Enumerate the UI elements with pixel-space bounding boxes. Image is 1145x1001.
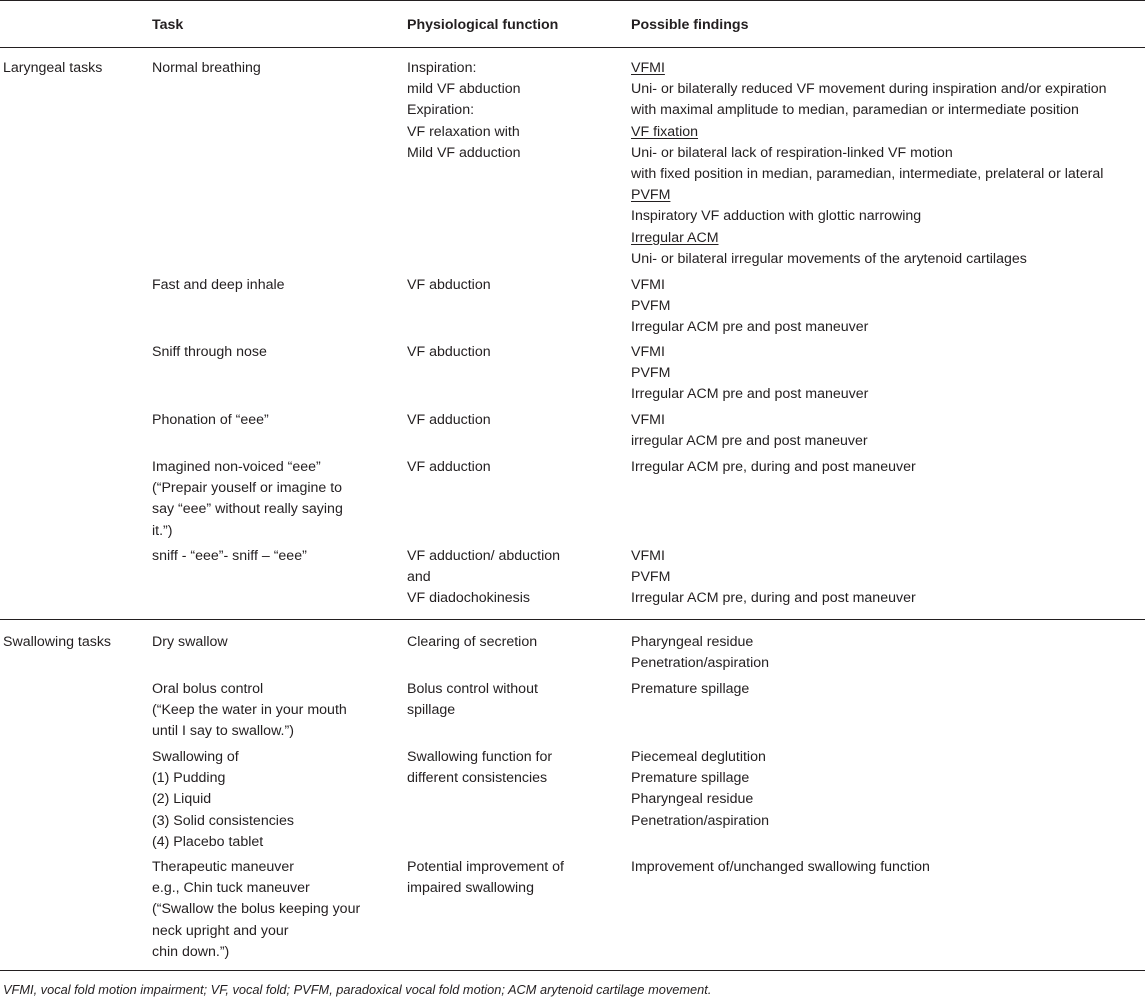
finding-text: Uni- or bilaterally reduced VF movement during inspiration and/or expiration — [631, 81, 1107, 98]
function-text: different consistencies — [407, 770, 548, 787]
function-text: VF diadochokinesis — [407, 590, 531, 607]
task-text: (4) Placebo tablet — [152, 833, 264, 850]
header-possible-findings: Possible findings — [631, 17, 749, 33]
finding-text: VFMI — [631, 344, 665, 360]
task-text: Normal breathing — [152, 60, 261, 76]
header-rule — [0, 47, 1145, 48]
task-text: Dry swallow — [152, 634, 228, 650]
task-text: it.”) — [152, 522, 173, 539]
finding-text: Penetration/aspiration — [631, 812, 770, 829]
group-label: Swallowing tasks — [3, 634, 112, 650]
finding-text: with fixed position in median, paramedian, intermediate, prelateral or lateral — [631, 166, 1104, 182]
task-text: Sniff through nose — [152, 344, 267, 360]
task-text: (2) Liquid — [152, 791, 212, 808]
finding-text: PVFM — [631, 569, 671, 586]
finding-text: Inspiratory VF adduction with glottic narrowing — [631, 208, 922, 225]
group-label: Laryngeal tasks — [3, 60, 103, 76]
finding-heading: PVFM — [631, 187, 671, 204]
finding-text: Improvement of/unchanged swallowing function — [631, 859, 930, 875]
function-text: Expiration: — [407, 102, 475, 119]
task-text: (“Prepair youself or imagine to — [152, 480, 343, 497]
finding-text: Premature spillage — [631, 681, 750, 697]
task-text: (3) Solid consistencies — [152, 812, 294, 829]
table-footnote: VFMI, vocal fold motion impairment; VF, vocal fold; PVFM, paradoxical vocal fold motion; ACM arytenoid cartilage movement. — [3, 982, 712, 997]
function-text: Clearing of secretion — [407, 634, 538, 650]
finding-text: Uni- or bilateral irregular movements of the arytenoid cartilages — [631, 250, 1027, 267]
header-task: Task — [152, 17, 184, 33]
function-text: Swallowing function for — [407, 749, 553, 765]
finding-text: with maximal amplitude to median, paramedian or intermediate position — [631, 102, 1079, 119]
function-text: VF adduction — [407, 412, 491, 428]
task-text: Swallowing of — [152, 749, 239, 765]
function-text: Inspiration: — [407, 60, 477, 76]
finding-text: PVFM — [631, 365, 671, 382]
function-text: mild VF abduction — [407, 81, 521, 98]
function-text: VF adduction/ abduction — [407, 548, 561, 564]
task-text: neck upright and your — [152, 922, 289, 939]
finding-heading: VF fixation — [631, 123, 699, 140]
finding-text: Irregular ACM pre and post maneuver — [631, 319, 869, 336]
task-text: say “eee” without really saying — [152, 501, 343, 518]
task-text: Therapeutic maneuver — [152, 859, 294, 875]
finding-text: Premature spillage — [631, 770, 750, 787]
function-text: Mild VF adduction — [407, 144, 521, 161]
task-text: until I say to swallow.”) — [152, 723, 294, 740]
task-text: chin down.”) — [152, 943, 230, 960]
finding-text: Irregular ACM pre, during and post maneuver — [631, 590, 916, 607]
top-rule — [0, 0, 1145, 1]
function-text: Bolus control without — [407, 681, 538, 697]
task-text: Phonation of “eee” — [152, 412, 269, 428]
finding-heading: VFMI — [631, 60, 665, 76]
finding-text: Penetration/aspiration — [631, 655, 770, 672]
function-text: Potential improvement of — [407, 859, 564, 875]
task-text: sniff - “eee”- sniff – “eee” — [152, 548, 307, 564]
task-text: Imagined non-voiced “eee” — [152, 459, 321, 475]
finding-text: irregular ACM pre and post maneuver — [631, 433, 868, 450]
finding-text: Irregular ACM pre and post maneuver — [631, 386, 869, 403]
function-text: impaired swallowing — [407, 880, 534, 897]
group-separator-rule — [0, 619, 1145, 620]
function-text: VF adduction — [407, 459, 491, 475]
task-text: Oral bolus control — [152, 681, 264, 697]
function-text: and — [407, 569, 431, 586]
finding-text: Pharyngeal residue — [631, 634, 754, 650]
finding-text: VFMI — [631, 548, 665, 564]
task-text: (“Keep the water in your mouth — [152, 702, 347, 719]
bottom-rule — [0, 970, 1145, 971]
finding-text: Piecemeal deglutition — [631, 749, 766, 765]
header-physiological-function: Physiological function — [407, 17, 559, 33]
finding-text: VFMI — [631, 412, 665, 428]
finding-text: Irregular ACM pre, during and post maneuver — [631, 459, 916, 475]
task-text: Fast and deep inhale — [152, 277, 285, 293]
finding-text: Uni- or bilateral lack of respiration-linked VF motion — [631, 144, 953, 161]
task-text: (“Swallow the bolus keeping your — [152, 901, 361, 918]
finding-text: VFMI — [631, 277, 665, 293]
task-text: e.g., Chin tuck maneuver — [152, 880, 310, 897]
function-text: VF relaxation with — [407, 123, 520, 140]
function-text: VF abduction — [407, 277, 491, 293]
function-text: spillage — [407, 702, 456, 719]
finding-text: PVFM — [631, 298, 671, 315]
task-text: (1) Pudding — [152, 770, 226, 787]
function-text: VF abduction — [407, 344, 491, 360]
finding-text: Pharyngeal residue — [631, 791, 754, 808]
finding-heading: Irregular ACM — [631, 229, 719, 246]
